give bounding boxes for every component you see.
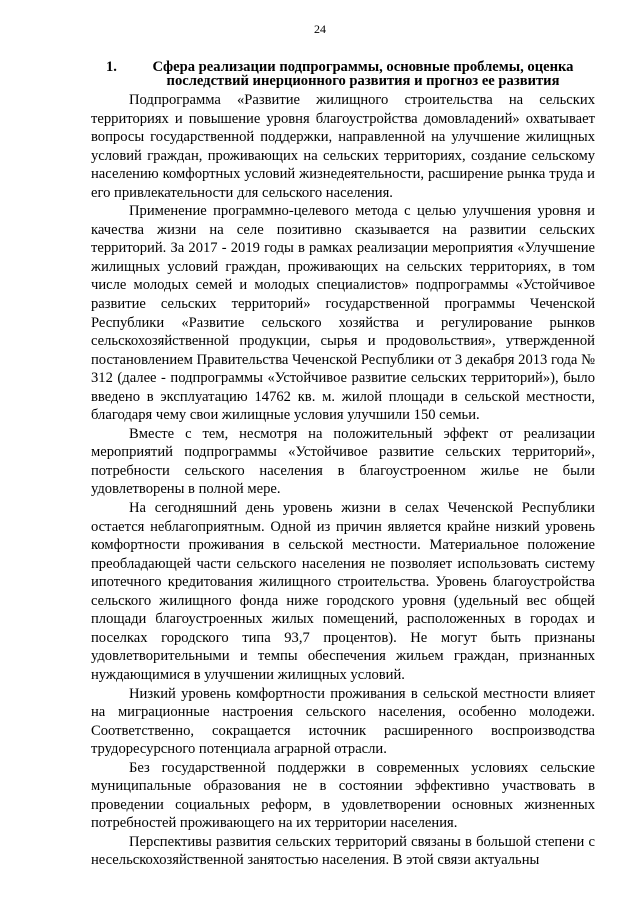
section-number: 1. <box>106 59 117 75</box>
paragraph-1: Подпрограмма «Развитие жилищного строительства на сельских территориях и повышение уровня благоустройства домовладений» охватывает вопросы государственной поддержки, направленной на улучшение жилищных условий граждан, проживающих на сельских территориях, создание сельскому населению комфортных условий жизнедеятельности, расширение рынка труда и его привлекательности для сельского населения. <box>91 92 595 201</box>
section-heading <box>106 60 586 88</box>
section-title: Сфера реализации подпрограммы, основные проблемы, оценка последствий инерционного развития и прогноз ее развития <box>152 59 574 89</box>
paragraph-7: Перспективы развития сельских территорий связаны в большой степени с несельскохозяйственной занятостью населения. В этой связи актуальны <box>91 833 595 869</box>
paragraph-4: На сегодняшний день уровень жизни в селах Чеченской Республики остается неблагоприятным. Одной из причин является крайне низкий уровень комфортности проживания в сельской местности. Материальное положение преобладающей части сельского населения не позволяет использовать систему ипотечного кредитования жилищного строительства. Уровень благоустройства сельского жилищного фонда ниже городского уровня (удельный вес общей площади благоустроенных жилых помещений, расположенных в городах и поселках городского типа 93,7 процентов). Не могут быть признаны удовлетворительными и темпы обеспечения жильем граждан, признанных нуждающимися в улучшении жилищных условий. <box>91 500 595 683</box>
paragraph-2: Применение программно-целевого метода с целью улучшения уровня и качества жизни на селе позитивно сказывается на развитии сельских территорий. За 2017 - 2019 годы в рамках реализации мероприятия «Улучшение жилищных условий граждан, проживающих на сельских территориях, в том числе молодых семей и молодых специалистов» подпрограммы «Устойчивое развитие сельских территорий» государственной программы Чеченской Республики «Развитие сельского хозяйства и регулирование рынков сельскохозяйственной продукции, сырья и продовольствия», утвержденной постановлением Правительства Чеченской Республики от 3 декабря 2013 года № 312 (далее - подпрограммы «Устойчивое развитие сельских территорий»), было введено в эксплуатацию 14762 кв. м. жилой площади в сельской местности, благодаря чему свои жилищные условия улучшили 150 семьи. <box>91 203 595 424</box>
paragraph-3: Вместе с тем, несмотря на положительный эффект от реализации мероприятий подпрограммы «Устойчивое развитие сельских территорий», потребности сельского населения в благоустроенном жилье не были удовлетворены в полной мере. <box>91 425 595 498</box>
paragraph-5: Низкий уровень комфортности проживания в сельской местности влияет на миграционные настроения сельского населения, особенно молодежи. Соответственно, сокращается источник расширенного воспроизводства трудоресурсного потенциала аграрной отрасли. <box>91 685 595 758</box>
page-number: 24 <box>314 22 326 36</box>
body-text <box>91 91 595 870</box>
paragraph-6: Без государственной поддержки в современных условиях сельские муниципальные образования не в состоянии эффективно участвовать в проведении социальных реформ, в удовлетворении основных жизненных потребностей проживающего на их территории населения. <box>91 759 595 832</box>
